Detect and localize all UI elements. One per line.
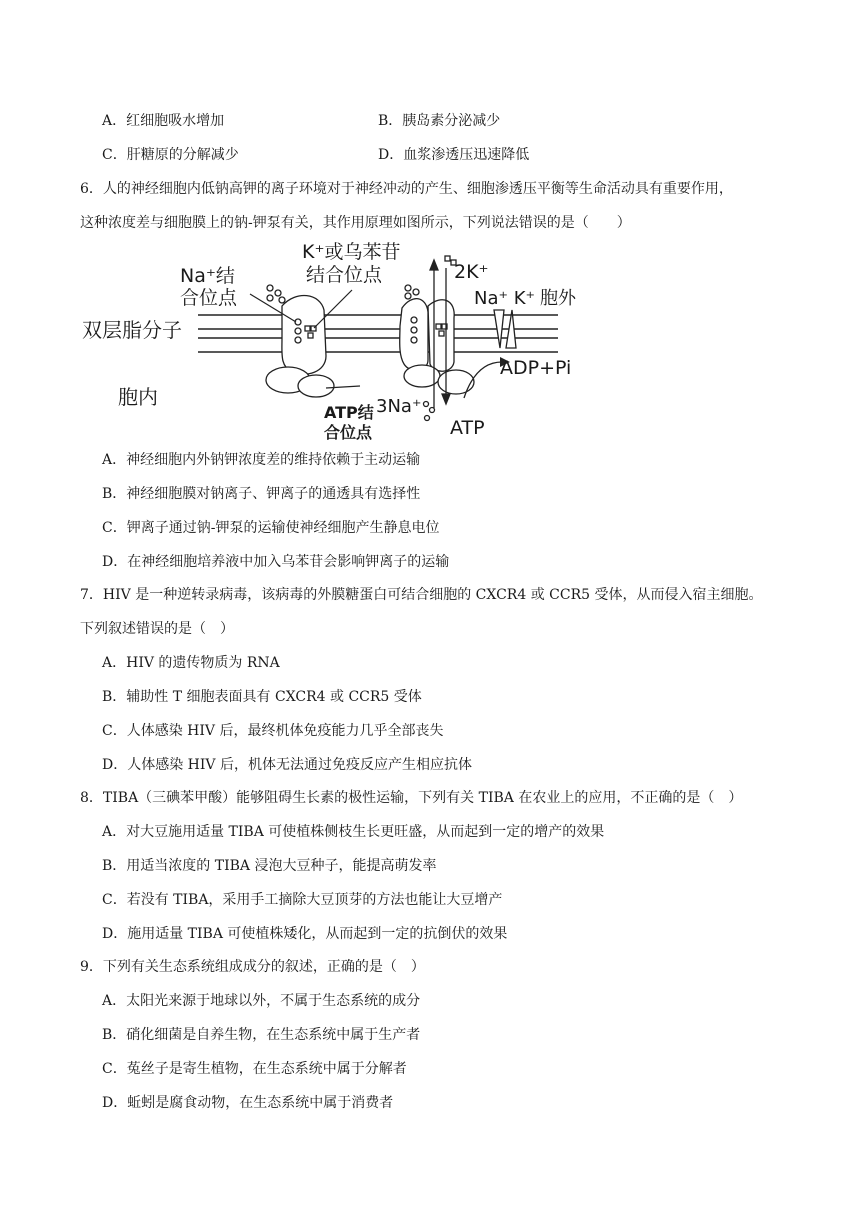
atp-site-label-1: ATP结 bbox=[324, 403, 374, 422]
q8-option-a: A．对大豆施用适量 TIBA 可使植株侧枝生长更旺盛，从而起到一定的增产的效果 bbox=[102, 824, 605, 840]
q9-option-a: A．太阳光来源于地球以外，不属于生态系统的成分 bbox=[102, 993, 421, 1009]
q7-option-a: A．HIV 的遗传物质为 RNA bbox=[102, 655, 280, 671]
q6-option-c: C．钾离子通过钠-钾泵的运输使神经细胞产生静息电位 bbox=[102, 520, 440, 536]
na-site-label-1: Na⁺结 bbox=[180, 265, 235, 287]
bilayer-label: 双层脂分子 bbox=[82, 318, 182, 342]
atp-label: ATP bbox=[450, 417, 485, 439]
k-site-label-2: 结合位点 bbox=[306, 264, 383, 286]
na-site-label-2: 合位点 bbox=[180, 287, 238, 309]
q8-stem: 8．TIBA（三碘苯甲酸）能够阻碍生长素的极性运输，下列有关 TIBA 在农业上的应用，不正确的是（ ） bbox=[80, 790, 743, 806]
outside-label: 胞外 bbox=[540, 288, 576, 309]
atp-site-label-2: 合位点 bbox=[324, 423, 373, 442]
q6-option-a: A．神经细胞内外钠钾浓度差的维持依赖于主动运输 bbox=[102, 452, 421, 468]
inside-label: 胞内 bbox=[118, 385, 158, 409]
q8-option-d: D．施用适量 TIBA 可使植株矮化，从而起到一定的抗倒伏的效果 bbox=[102, 926, 508, 942]
q7-option-d: D．人体感染 HIV 后，机体无法通过免疫反应产生相应抗体 bbox=[102, 757, 472, 773]
q6-stem-line2: 这种浓度差与细胞膜上的钠-钾泵有关，其作用原理如图所示，下列说法错误的是（ ） bbox=[80, 215, 631, 231]
q7-option-b: B．辅助性 T 细胞表面具有 CXCR4 或 CCR5 受体 bbox=[102, 689, 422, 705]
q6-option-b: B．神经细胞膜对钠离子、钾离子的通透具有选择性 bbox=[102, 486, 421, 502]
q9-option-c: C．菟丝子是寄生植物，在生态系统中属于分解者 bbox=[102, 1061, 407, 1077]
q9-option-d: D．蚯蚓是腐食动物，在生态系统中属于消费者 bbox=[102, 1095, 394, 1111]
q5-option-c: C．肝糖原的分解减少 bbox=[102, 147, 239, 163]
two-k-label: 2K⁺ bbox=[454, 261, 489, 283]
q5-option-a: A．红细胞吸水增加 bbox=[102, 113, 225, 129]
na-k-label: Na⁺ K⁺ bbox=[474, 288, 536, 309]
q7-stem-line1: 7．HIV 是一种逆转录病毒，该病毒的外膜糖蛋白可结合细胞的 CXCR4 或 CCR5 受体，从而侵入宿主细胞。 bbox=[80, 587, 763, 603]
q5-option-d: D．血浆渗透压迅速降低 bbox=[378, 147, 530, 163]
three-na-label: 3Na⁺ bbox=[376, 396, 422, 417]
adp-label: ADP+Pi bbox=[500, 357, 572, 379]
sodium-potassium-pump-figure bbox=[70, 238, 576, 443]
q6-stem-line1: 6．人的神经细胞内低钠高钾的离子环境对于神经冲动的产生、细胞渗透压平衡等生命活动具有重要作用， bbox=[80, 181, 733, 197]
q8-option-b: B．用适当浓度的 TIBA 浸泡大豆种子，能提高萌发率 bbox=[102, 858, 437, 874]
q7-stem-line2: 下列叙述错误的是（ ） bbox=[80, 621, 234, 637]
q8-option-c: C．若没有 TIBA，采用手工摘除大豆顶芽的方法也能让大豆增产 bbox=[102, 892, 503, 908]
q9-option-b: B．硝化细菌是自养生物，在生态系统中属于生产者 bbox=[102, 1027, 421, 1043]
k-site-label-1: K⁺或乌苯苷 bbox=[302, 241, 401, 263]
q9-stem: 9．下列有关生态系统组成成分的叙述，正确的是（ ） bbox=[80, 959, 425, 975]
q6-option-d: D．在神经细胞培养液中加入乌苯苷会影响钾离子的运输 bbox=[102, 554, 450, 570]
q7-option-c: C．人体感染 HIV 后，最终机体免疫能力几乎全部丧失 bbox=[102, 723, 444, 739]
q5-option-b: B．胰岛素分泌减少 bbox=[378, 113, 501, 129]
